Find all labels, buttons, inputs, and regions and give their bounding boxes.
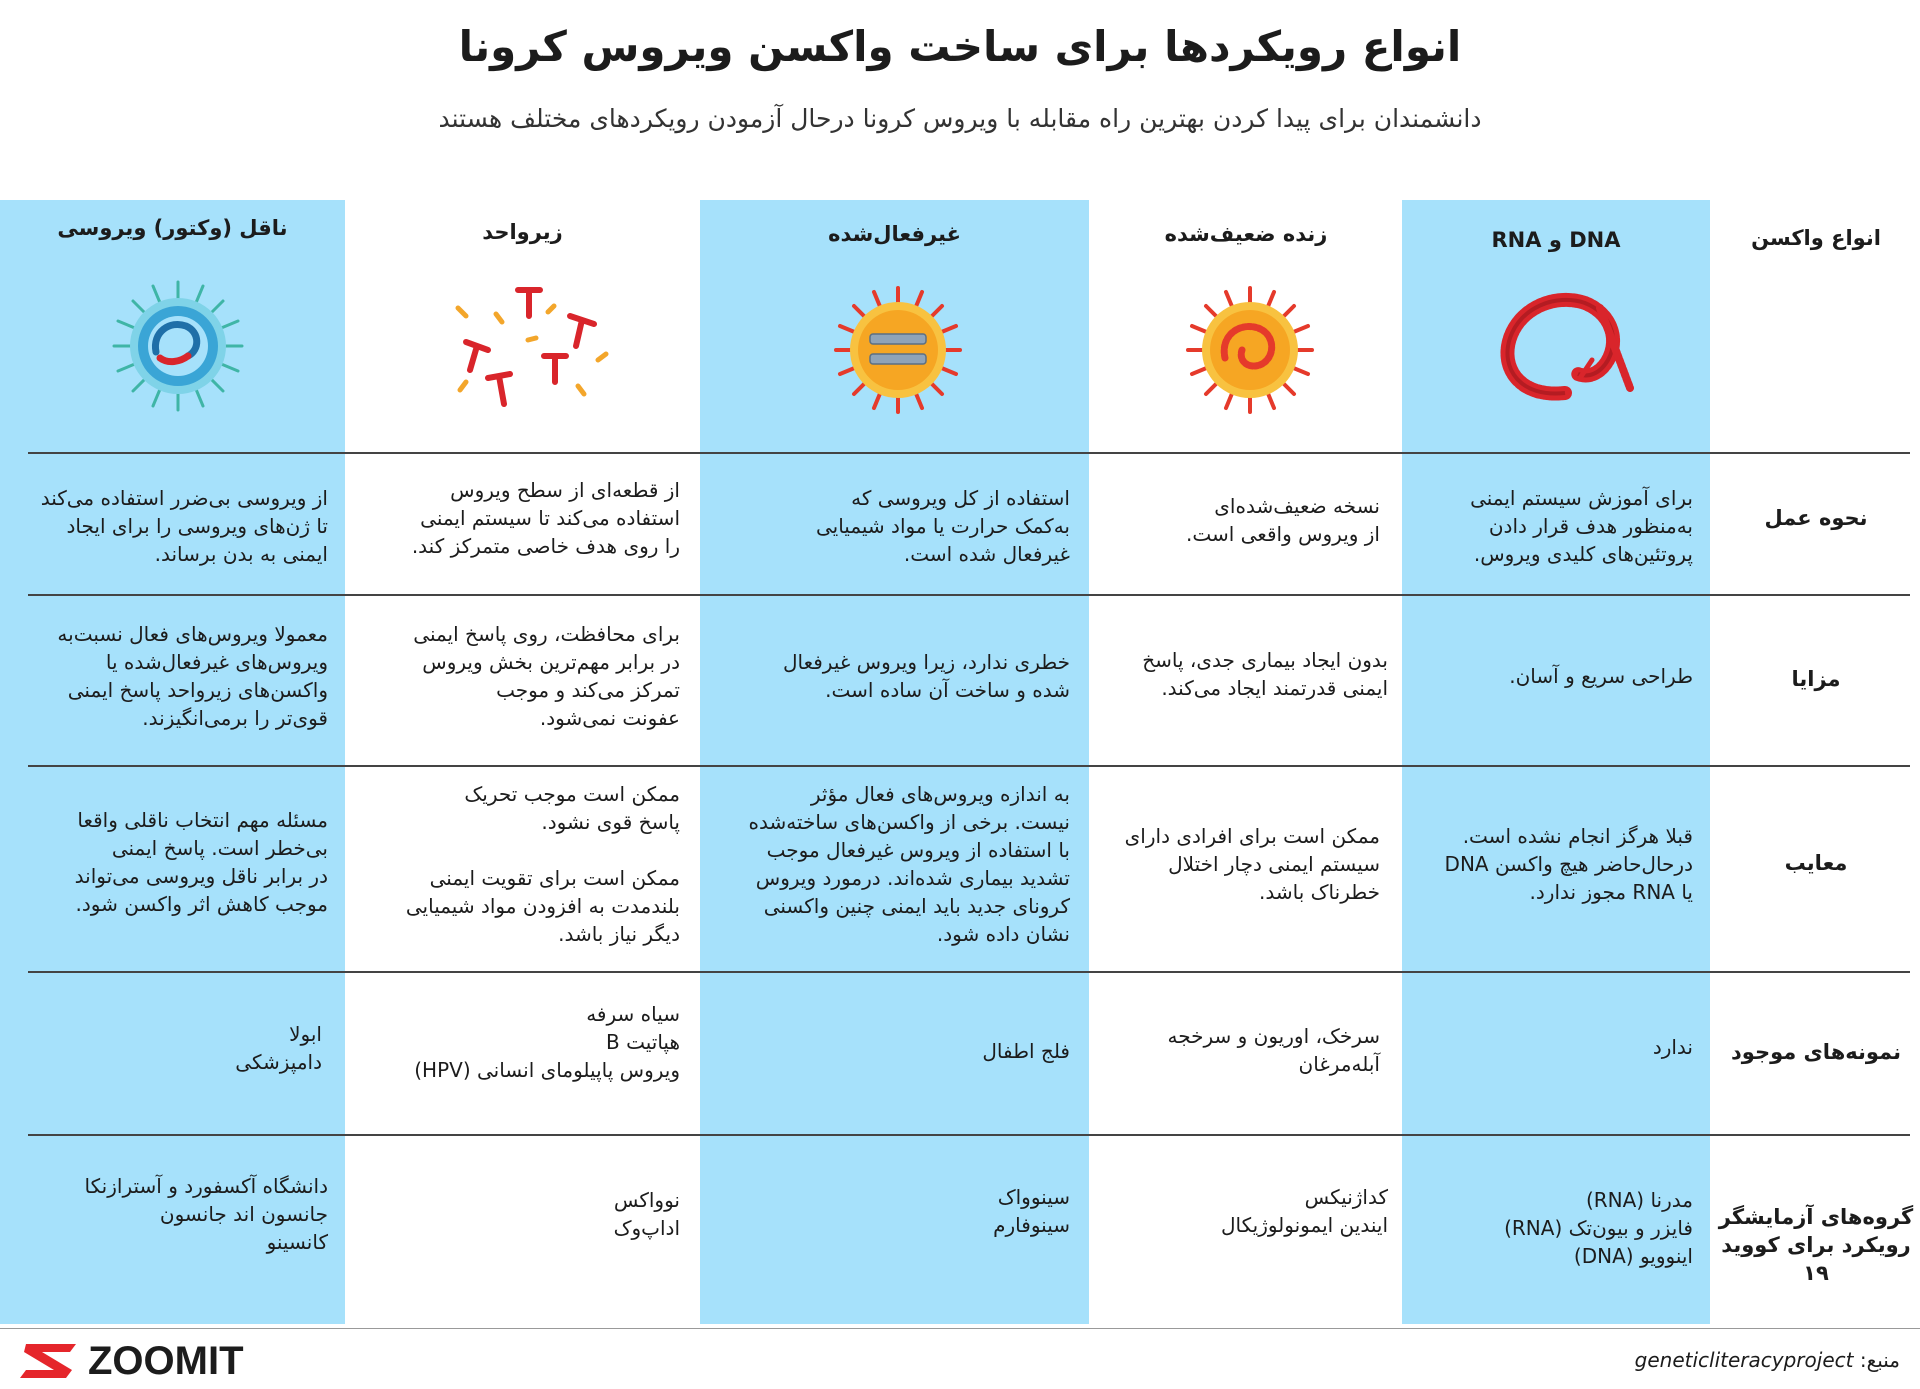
cell-mechanism-subunit: از قطعه‌ای از سطح ویروس استفاده می‌کند تا سیستم ایمنی را روی هدف خاصی متمرکز کند. bbox=[411, 478, 680, 558]
cell-advantages-viral-vector: معمولا ویروس‌های فعال نسبت‌به ویروس‌های غیرفعال‌شده یا واکسن‌های زیرواحد پاسخ ایمنی قوی‌تر را برمی‌انگیزند. bbox=[57, 622, 328, 730]
cell-examples-subunit: سیاه سرفه هپاتیت B ویروس پاپیلومای انسانی (HPV) bbox=[414, 1002, 680, 1082]
cell-advantages-subunit: برای محافظت، روی پاسخ ایمنی در برابر مهم‌ترین بخش ویروس تمرکز می‌کند و موجب عفونت نمی‌شود. bbox=[413, 622, 680, 730]
cell-groups-viral-vector: دانشگاه آکسفورد و آسترازنکا جانسون اند جانسون کانسینو bbox=[84, 1174, 328, 1254]
row-divider bbox=[28, 1134, 1910, 1136]
row-header-covid-groups: گروه‌های آزمایشگر رویکرد برای کووید ۱۹ bbox=[1718, 1205, 1914, 1285]
column-header-viral-vector: ناقل (وکتور) ویروسی bbox=[57, 216, 288, 240]
cell-disadvantages-viral-vector: مسئله مهم انتخاب ناقلی واقعا بی‌خطر است. پاسخ ایمنی در برابر ناقل ویروسی می‌تواند موجب کاهش اثر واکسن شود. bbox=[74, 808, 328, 916]
zoomit-z-icon bbox=[20, 1342, 78, 1380]
zoomit-logo bbox=[20, 1340, 244, 1382]
source-value: geneticliteracyproject bbox=[1634, 1348, 1854, 1372]
cell-mechanism-viral-vector: از ویروسی بی‌ضرر استفاده می‌کند تا ژن‌های ویروسی را برای ایجاد ایمنی به بدن برساند. bbox=[40, 486, 328, 566]
page-title: انواع رویکردها برای ساخت واکسن ویروس کرونا bbox=[458, 22, 1462, 71]
cell-examples-inactivated: فلج اطفال bbox=[982, 1039, 1070, 1063]
page-subtitle: دانشمندان برای پیدا کردن بهترین راه مقابله با ویروس کرونا درحال آزمودن رویکردهای مختلف هستند bbox=[438, 104, 1482, 133]
column-header-weakened: زنده ضعیف‌شده bbox=[1164, 222, 1328, 246]
cell-mechanism-inactivated: استفاده از کل ویروسی که به‌کمک حرارت یا مواد شیمیایی غیرفعال شده است. bbox=[815, 486, 1070, 566]
row-header-examples: نمونه‌های موجود bbox=[1731, 1040, 1901, 1064]
cell-disadvantages-inactivated: به اندازه ویروس‌های فعال مؤثر نیست. برخی از واکسن‌های ساخته‌شده با استفاده از ویروس غیرفعال موجب تشدید بیماری شده‌اند. درمورد ویروس کرونای جدید باید ایمنی چنین واکسنی نشان داده شود. bbox=[748, 782, 1070, 946]
protein-subunits-icon bbox=[448, 282, 618, 412]
column-header-subunit: زیرواحد bbox=[482, 220, 563, 244]
cell-groups-inactivated: سینوواک سینوفارم bbox=[993, 1185, 1070, 1237]
row-header-advantages: مزایا bbox=[1791, 667, 1841, 691]
cell-groups-weakened: کداژنیکس ایندین ایمونولوژیکال bbox=[1220, 1185, 1388, 1237]
cell-advantages-inactivated: خطری ندارد، زیرا ویروس غیرفعال شده و ساخت آن ساده است. bbox=[782, 650, 1070, 702]
dna-rna-strand-icon bbox=[1480, 278, 1640, 418]
cell-examples-weakened: سرخک، اوریون و سرخجه آبله‌مرغان bbox=[1167, 1024, 1380, 1076]
cell-advantages-dna-rna: طراحی سریع و آسان. bbox=[1509, 664, 1693, 688]
cell-disadvantages-dna-rna: قبلا هرگز انجام نشده است. درحال‌حاضر هیچ واکسن DNA یا RNA مجوز ندارد. bbox=[1444, 824, 1693, 904]
weakened-virus-icon bbox=[1180, 280, 1320, 420]
corner-label: انواع واکسن bbox=[1751, 226, 1881, 250]
cell-examples-dna-rna: ندارد bbox=[1652, 1035, 1693, 1059]
logo-text: ZOOMIT bbox=[88, 1338, 244, 1383]
cell-mechanism-dna-rna: برای آموزش سیستم ایمنی به‌منظور هدف قرار دادن پروتئین‌های کلیدی ویروس. bbox=[1470, 486, 1693, 566]
row-divider bbox=[28, 452, 1910, 454]
row-divider bbox=[28, 765, 1910, 767]
cell-disadvantages-subunit: ممکن است موجب تحریک پاسخ قوی نشود. ممکن است برای تقویت ایمنی بلندمدت به افزودن مواد شیمیایی دیگر نیاز باشد. bbox=[405, 782, 680, 946]
cell-groups-subunit: نوواکس اداپ‌وک bbox=[613, 1188, 680, 1240]
footer-divider bbox=[0, 1328, 1920, 1329]
source-label: منبع: bbox=[1859, 1348, 1900, 1372]
viral-vector-icon bbox=[108, 276, 248, 416]
row-header-mechanism: نحوه عمل bbox=[1764, 506, 1868, 530]
cell-disadvantages-weakened: ممکن است برای افرادی دارای سیستم ایمنی دچار اختلال خطرناک باشد. bbox=[1124, 824, 1380, 904]
column-header-inactivated: غیرفعال‌شده bbox=[828, 222, 961, 246]
cell-groups-dna-rna: مدرنا (RNA) فایزر و بیون‌تک (RNA) اینوویو (DNA) bbox=[1504, 1188, 1693, 1268]
row-header-disadvantages: معایب bbox=[1784, 851, 1848, 875]
cell-examples-viral-vector: ابولا دامپزشکی bbox=[235, 1022, 322, 1074]
inactivated-virus-icon bbox=[828, 280, 968, 420]
row-divider bbox=[28, 971, 1910, 973]
column-header-dna-rna: DNA و RNA bbox=[1491, 228, 1621, 252]
source-credit bbox=[1635, 1348, 1900, 1372]
cell-mechanism-weakened: نسخه ضعیف‌شده‌ای از ویروس واقعی است. bbox=[1185, 494, 1380, 546]
cell-advantages-weakened: بدون ایجاد بیماری جدی، پاسخ ایمنی قدرتمند ایجاد می‌کند. bbox=[1142, 648, 1388, 700]
row-divider bbox=[28, 594, 1910, 596]
